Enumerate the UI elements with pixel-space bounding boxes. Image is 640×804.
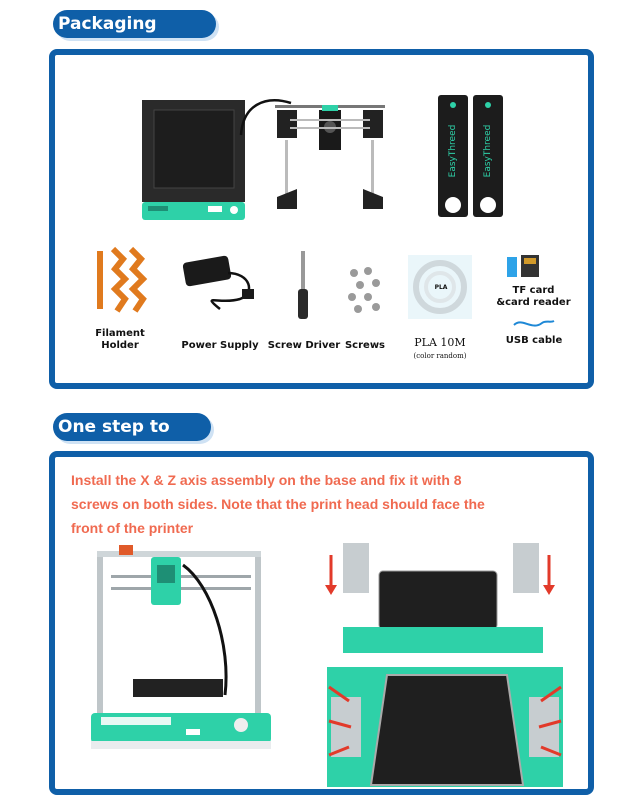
install-instruction: Install the X & Z axis assembly on the base and fix it with 8 screws on both sides. Note that the print head should face the front of the printer [71,472,485,536]
assembled-printer-image [91,545,276,755]
filament-holder-caption: Filament Holder [95,328,145,351]
filament-holder-image [93,245,148,315]
brand-text-1: EasyThreed [448,124,458,178]
screws-caption: Screws [344,340,386,351]
screws-image [346,267,386,317]
tf-card-image [507,255,547,281]
assembly-detail-bottom-image [327,667,563,787]
packaging-panel [49,49,594,389]
power-supply-image [180,253,260,313]
install-panel [49,451,594,795]
packaging-section-title: Packaging [53,10,216,38]
install-section-title: One step to [53,413,211,441]
usb-cable-caption: USB cable [505,335,563,346]
gantry-frame-image [275,105,390,215]
brand-text-2: EasyThreed [483,124,493,178]
tf-card-caption: TF card &card reader [496,285,571,308]
screw-driver-caption: Screw Driver [267,340,341,351]
printer-base-image [142,100,247,225]
pla-spool-label: PLA [434,284,448,291]
pla-caption: PLA 10M [414,336,466,349]
power-supply-caption: Power Supply [181,340,259,351]
screw-driver-image [293,251,313,321]
pla-note: (color random) [413,352,467,360]
assembly-detail-top-image [323,535,563,655]
usb-cable-image [512,317,556,331]
